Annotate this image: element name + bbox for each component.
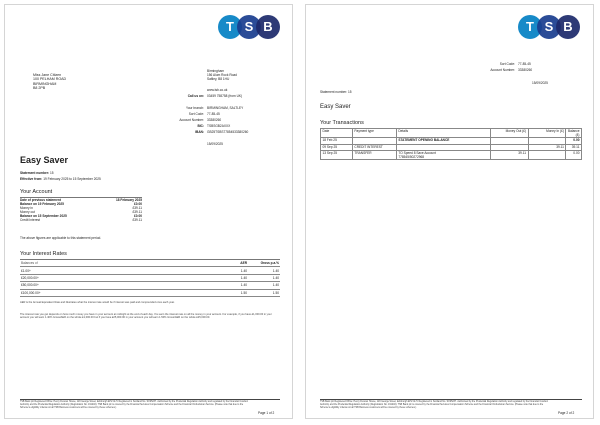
table-cell: 39.11 [566, 144, 582, 151]
account-row-value: 18 February 2025 [115, 198, 142, 202]
transactions-heading: Your Transactions [320, 120, 364, 126]
sort-code-label: Sort Code: [499, 62, 515, 66]
table-row [20, 289, 280, 296]
table-cell: 0.00 [566, 138, 582, 145]
account-row-value: £39.11 [132, 217, 142, 222]
footer-divider [20, 399, 280, 400]
statement-number: 15 [49, 171, 54, 175]
transactions-table [320, 128, 582, 160]
table-cell: STATEMENT OPENING BALANCE [396, 138, 490, 145]
table-row [20, 282, 280, 289]
table-row [20, 274, 280, 281]
column-header: Payment type [352, 129, 396, 138]
table-cell: 1.40 [206, 274, 248, 281]
account-row-label: Money in [20, 205, 33, 210]
table-cell: 1.50 [248, 289, 280, 296]
details-line: 778545/50272968 [398, 155, 425, 159]
sort-code: 77-85-45 [518, 62, 531, 66]
account-title: Easy Saver [320, 104, 351, 110]
detail-label: Your branch: [186, 106, 204, 110]
branch-address-line: Saltley, B8 1HU [207, 76, 230, 81]
statement-number: 15 [348, 90, 352, 94]
column-header: Balances of [20, 260, 206, 267]
recipient-line: B8 2PB [33, 86, 46, 91]
logo-letter-b: B [256, 15, 280, 39]
branch-address-line: 156 Alum Rock Road [207, 72, 237, 77]
column-header: Gross p.a.% [248, 260, 280, 267]
effective-from: 19 February 2025 to 15 September 2025 [43, 177, 101, 181]
interest-rates-table [20, 260, 280, 297]
account-row-value: £39.11 [132, 209, 142, 214]
table-cell: 1.40 [206, 282, 248, 289]
example-note: The interest rate you get depends on how much money you have in your account at midnight at the end of each day. You earn the interest rate on all the money in your account. For example, if you have £1,000.00 in your account you will earn 1.40% Gross/AER on the whole £1,000.00 but if you have £25,000.00 in your account you will earn 1.50% Gross/AER on the whole £25,000.00. [20, 313, 272, 320]
account-number-label: Account Number: [490, 68, 515, 72]
account-row-label: Money out [20, 209, 35, 214]
table-cell: CREDIT INTEREST [352, 144, 396, 151]
statement-date: 15/09/2025 [207, 142, 223, 146]
page-number: Page 2 of 2 [558, 411, 575, 415]
column-header: Details [396, 129, 490, 138]
detail-value: TSBSGB2AXXX [207, 124, 231, 128]
table-cell: 1.50 [206, 289, 248, 296]
page-number: Page 1 of 2 [258, 411, 275, 415]
table-cell: £100,000.00+ [20, 289, 206, 296]
detail-value: 77-85-45 [207, 112, 220, 116]
account-row-label: Credit Interest [20, 217, 41, 222]
account-row [20, 219, 142, 223]
detail-label: Account Number: [179, 118, 204, 122]
recipient-line: BIRMINGHAM [33, 81, 57, 86]
call-us-label: Call us on: [187, 94, 204, 98]
table-cell: 0.00 [566, 151, 582, 160]
table-cell [528, 151, 566, 160]
column-header: Date [321, 129, 353, 138]
logo-letter-s: S [237, 15, 261, 39]
table-cell: 09 Sep 25 [321, 144, 353, 151]
table-cell: 1.40 [248, 267, 280, 274]
branch-address [207, 70, 237, 82]
statement-number-label: Statement number: [20, 171, 50, 175]
table-cell: TRANSFER [352, 151, 396, 160]
column-header: Money In (£) [528, 129, 566, 138]
account-row-label: Date of previous statement [20, 198, 61, 202]
footer-divider [320, 399, 582, 400]
detail-label: IBAN: [195, 130, 204, 134]
table-cell: 1.40 [248, 282, 280, 289]
call-us-value: 03459 758758 (from UK) [207, 94, 243, 98]
footer-legal-text: TSB Bank plc Registered Office: Henry Duncan House, 120 George Street, Edinburgh EH2 4LH. Registered in Scotland No. SC95237. Authorised by the Prudential Regulation Authority and regulated by the Financial Conduct Authority and the Prudential Regulation Authority (Registration No. 191240). TSB Bank plc is covered by the Financial Services Compensation Scheme and the Financial Ombudsman Service. (Please note that due to the Scheme's eligibility criteria not all TSB Business customers will be covered by these schemes.) [320, 401, 548, 409]
statement-page-2 [305, 4, 594, 419]
aer-note: AER is the Annual Equivalent Rate and illustrates what the interest rate would be if interest was paid and compounded once each year. [20, 301, 175, 304]
your-account-heading: Your Account [20, 189, 53, 195]
table-cell: 1.40 [248, 274, 280, 281]
details-line: TO Speed 8 Save Account [398, 151, 436, 155]
table-cell: 39.11 [490, 151, 528, 160]
account-number: 33380260 [518, 68, 533, 72]
detail-label: Sort Code: [188, 112, 204, 116]
table-cell: £50,000.00+ [20, 282, 206, 289]
table-cell: £1.00+ [20, 267, 206, 274]
recipient-address [33, 73, 66, 91]
tsb-logo [518, 15, 582, 39]
logo-letter-s: S [537, 15, 561, 39]
statement-page-1 [4, 4, 293, 419]
footer-legal-text: TSB Bank plc Registered Office: Henry Duncan House, 120 George Street, Edinburgh EH2 4LH. Registered in Scotland No. SC95237. Authorised by the Prudential Regulation Authority and regulated by the Financial Conduct Authority and the Prudential Regulation Authority (Registration No. 191240). TSB Bank plc is covered by the Financial Services Compensation Scheme and the Financial Ombudsman Service. (Please note that due to the Scheme's eligibility criteria not all TSB Business customers will be covered by these schemes.) [20, 401, 248, 409]
table-cell: 1.40 [206, 267, 248, 274]
account-row-value: £0.00 [134, 201, 142, 206]
table-header-row [20, 260, 280, 267]
statement-date: 15/09/2025 [532, 81, 548, 85]
column-header: AER [206, 260, 248, 267]
table-cell: 13 Sep 25 [321, 151, 353, 160]
logo-letter-b: B [556, 15, 580, 39]
detail-value: GB25TSBS77854533380260 [207, 130, 249, 134]
applicable-note: The above figures are applicable to this statement period. [20, 236, 102, 240]
account-summary [20, 199, 142, 222]
tsb-logo [218, 15, 282, 39]
website-link[interactable]: www.tsb.co.uk [207, 88, 228, 92]
logo-letter-t: T [518, 15, 542, 39]
account-row-label: Balance on 15 September 2025 [20, 213, 67, 218]
table-cell [396, 151, 490, 160]
logo-letter-t: T [218, 15, 242, 39]
account-row-label: Balance on 19 February 2025 [20, 201, 64, 206]
table-row [20, 267, 280, 274]
detail-label: BIC: [197, 124, 204, 128]
detail-value: BIRMINGHAM, SALTLEY [207, 106, 244, 110]
account-title: Easy Saver [20, 155, 69, 165]
table-cell: 18 Feb 25 [321, 138, 353, 145]
table-cell: 39.11 [528, 144, 566, 151]
branch-address-line: Birmingham [207, 69, 225, 73]
account-row-value: £39.11 [132, 205, 142, 210]
table-cell: £20,000.00+ [20, 274, 206, 281]
table-header-row [321, 129, 582, 138]
detail-value: 33380260 [207, 118, 222, 122]
table-row [321, 151, 582, 160]
recipient-line: 100 PELHAM ROAD [33, 77, 67, 82]
account-row-value: £0.00 [134, 213, 142, 218]
column-header: Balance (£) [567, 129, 580, 137]
column-header: Money Out (£) [490, 129, 528, 138]
recipient-name: Miss Jane Citizen [33, 73, 62, 77]
statement-number-label: Statement number: [320, 90, 348, 94]
interest-rates-heading: Your Interest Rates [20, 251, 67, 257]
effective-from-label: Effective from: [20, 177, 43, 181]
